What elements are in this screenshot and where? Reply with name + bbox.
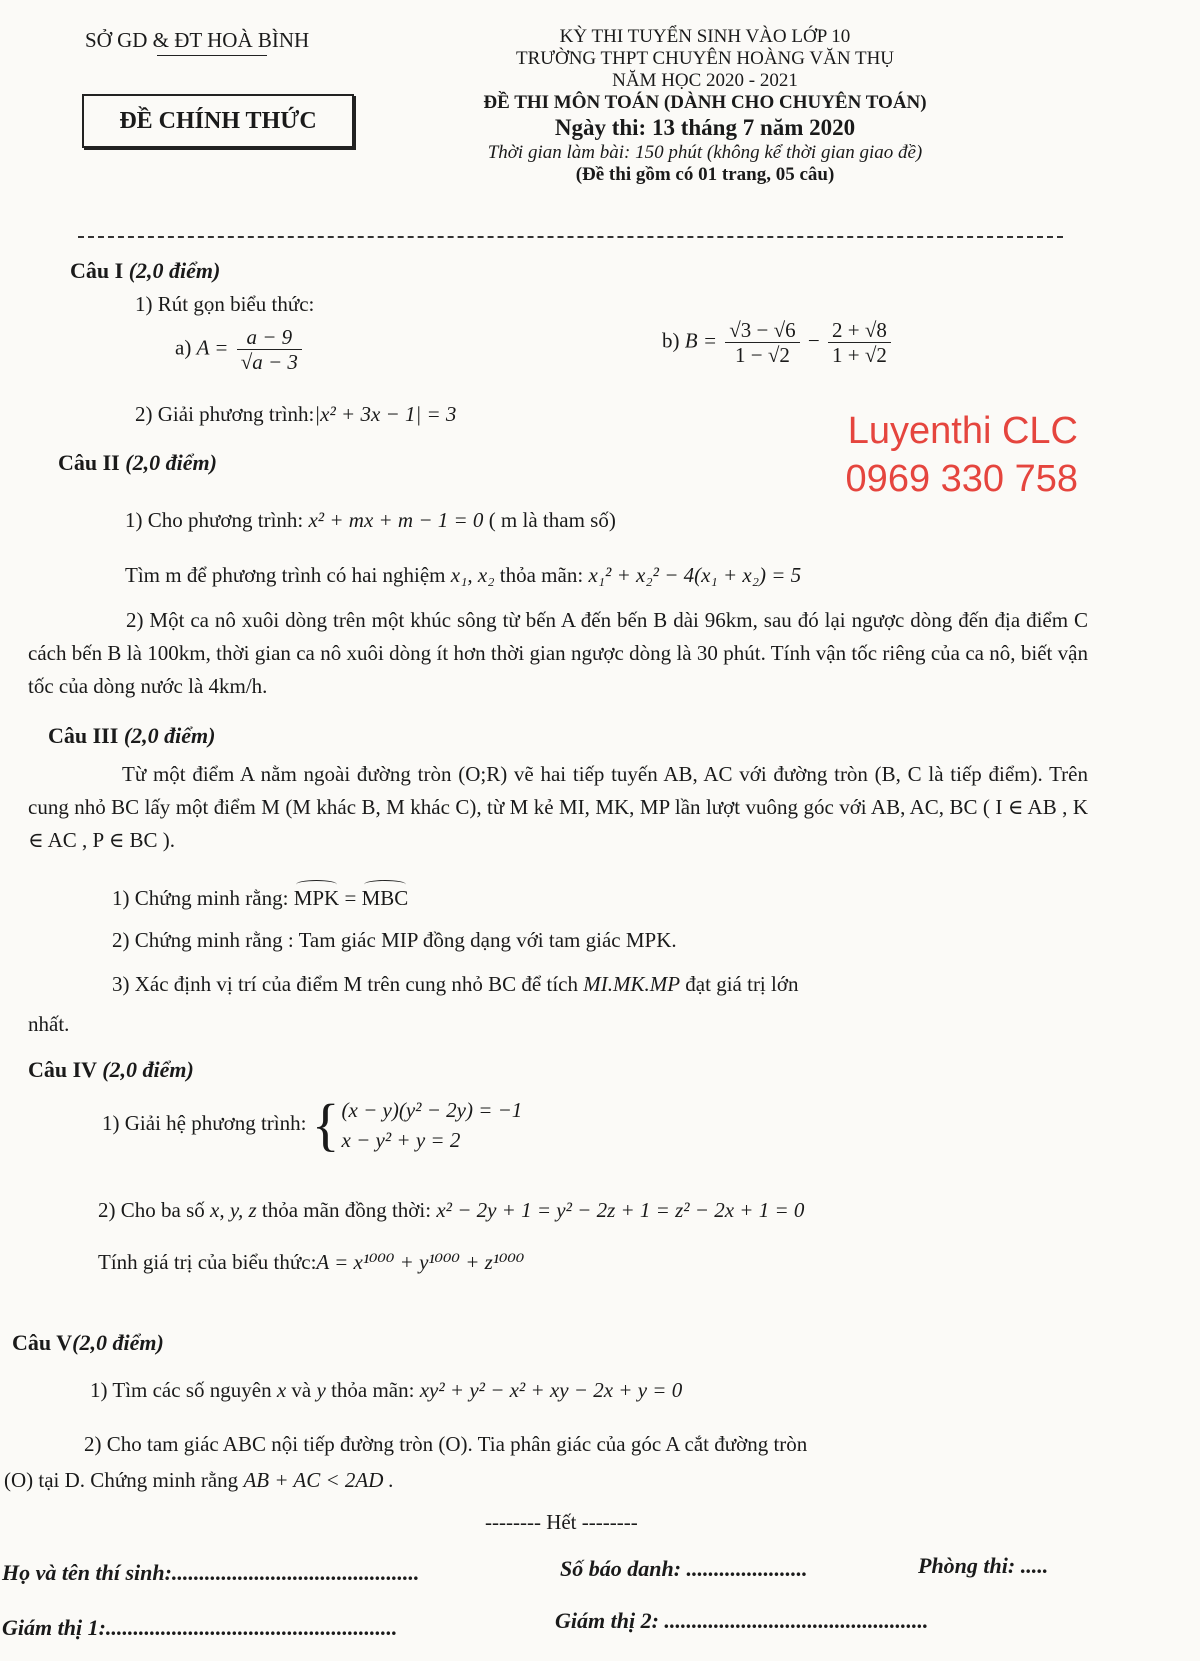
q4-title: Câu IV (2,0 điểm) <box>28 1057 194 1082</box>
q2-title: Câu II (2,0 điểm) <box>58 450 217 475</box>
subject: ĐỀ THI MÔN TOÁN (DÀNH CHO CHUYÊN TOÁN) <box>483 92 927 113</box>
q1-part1: 1) Rút gọn biểu thức: <box>135 292 315 316</box>
end-mark: -------- Hết -------- <box>485 1510 638 1534</box>
proctor2-field: Giám thị 2: ................................................ <box>555 1608 929 1633</box>
department-underline <box>157 55 267 56</box>
header-divider <box>78 236 1063 238</box>
q3-part3: 3) Xác định vị trí của điểm M trên cung nhỏ BC để tích MI.MK.MP đạt giá trị lớn <box>112 972 799 996</box>
q1-expr-a: a) A = $\frac{a - 9}{√a - 3}$ <box>175 325 305 374</box>
q5-title: Câu V(2,0 điểm) <box>12 1330 164 1355</box>
pages-note: (Đề thi gồm có 01 trang, 05 câu) <box>575 164 835 185</box>
q5-part2: 2) Cho tam giác ABC nội tiếp đường tròn (O). Tia phân giác của góc A cắt đường tròn <box>84 1432 808 1456</box>
exam-date: Ngày thi: 13 tháng 7 năm 2020 <box>554 115 856 140</box>
q1-title: Câu I (2,0 điểm) <box>70 258 221 283</box>
exam-room-field: Phòng thi: ..... <box>918 1553 1049 1578</box>
official-label: ĐỀ CHÍNH THỨC <box>82 94 354 148</box>
q1-expr-b: b) B = $\frac{√3 - √6}{1 - √2}$ − $\frac{2 + √8}{1 + √2}$ <box>662 318 894 367</box>
exam-header <box>380 26 1030 186</box>
candidate-number-field: Số báo danh: ...................... <box>560 1556 808 1581</box>
q3-part1: 1) Chứng minh rằng: MPK = MBC <box>112 880 408 911</box>
proctor1-field: Giám thị 1:..................................................... <box>2 1615 398 1640</box>
watermark-phone: 0969 330 758 <box>845 458 1078 500</box>
q4-part2-calc: Tính giá trị của biểu thức:A = x¹⁰⁰⁰ + y¹⁰⁰⁰ + z¹⁰⁰⁰ <box>98 1250 525 1274</box>
q3-intro: Từ một điểm A nằm ngoài đường tròn (O;R) vẽ hai tiếp tuyến AB, AC với đường tròn (B, C là tiếp điểm). Trên cung nhỏ BC lấy một điểm M (M khác B, M khác C), từ M kẻ MI, MK, MP lần lượt vuông góc với AB, AC, BC ( I ∈ AB , K ∈ AC , P ∈ BC ). <box>28 762 1088 852</box>
q3-part3-end: nhất. <box>28 1012 70 1036</box>
q2-part2: 2) Một ca nô xuôi dòng trên một khúc sông từ bến A đến bến B dài 96km, sau đó lại ngược dòng đến địa điểm C cách bến B là 100km, thời gian ca nô xuôi dòng ít hơn thời gian ngược dòng là 30 phút. Tính vận tốc riêng của ca nô, biết vận tốc của dòng nước là 4km/h. <box>28 608 1088 698</box>
q2-part1: 1) Cho phương trình: x² + mx + m − 1 = 0 ( m là tham số) <box>125 508 616 532</box>
department: SỞ GD & ĐT HOÀ BÌNH <box>85 28 309 56</box>
q2-condition: Tìm m để phương trình có hai nghiệm x₁, x₂ thỏa mãn: x₁² + x₂² − 4(x₁ + x₂) = 5 <box>125 563 802 587</box>
q5-part1: 1) Tìm các số nguyên x và y thỏa mãn: xy² + y² − x² + xy − 2x + y = 0 <box>90 1378 683 1402</box>
q3-part2: 2) Chứng minh rằng : Tam giác MIP đồng dạng với tam giác MPK. <box>112 928 677 952</box>
school-year: NĂM HỌC 2020 - 2021 <box>612 70 798 91</box>
q3-title: Câu III (2,0 điểm) <box>48 723 216 748</box>
candidate-name-field: Họ và tên thí sinh:............................................. <box>2 1560 420 1585</box>
duration: Thời gian làm bài: 150 phút (không kể thời gian giao đề) <box>487 142 923 163</box>
watermark-line1: Luyenthi CLC <box>847 410 1078 452</box>
exam-title: KỲ THI TUYỂN SINH VÀO LỚP 10 <box>559 26 851 47</box>
q5-part2-end: (O) tại D. Chứng minh rằng AB + AC < 2AD . <box>4 1468 394 1492</box>
school-name: TRƯỜNG THPT CHUYÊN HOÀNG VĂN THỤ <box>515 48 895 69</box>
q4-part2: 2) Cho ba số x, y, z thỏa mãn đồng thời: x² − 2y + 1 = y² − 2z + 1 = z² − 2x + 1 = 0 <box>98 1198 805 1222</box>
q4-part1: 1) Giải hệ phương trình: { (x − y)(y² − 2y) = −1 x − y² + y = 2 <box>102 1092 523 1157</box>
q1-part2: 2) Giải phương trình:|x² + 3x − 1| = 3 <box>135 402 457 426</box>
